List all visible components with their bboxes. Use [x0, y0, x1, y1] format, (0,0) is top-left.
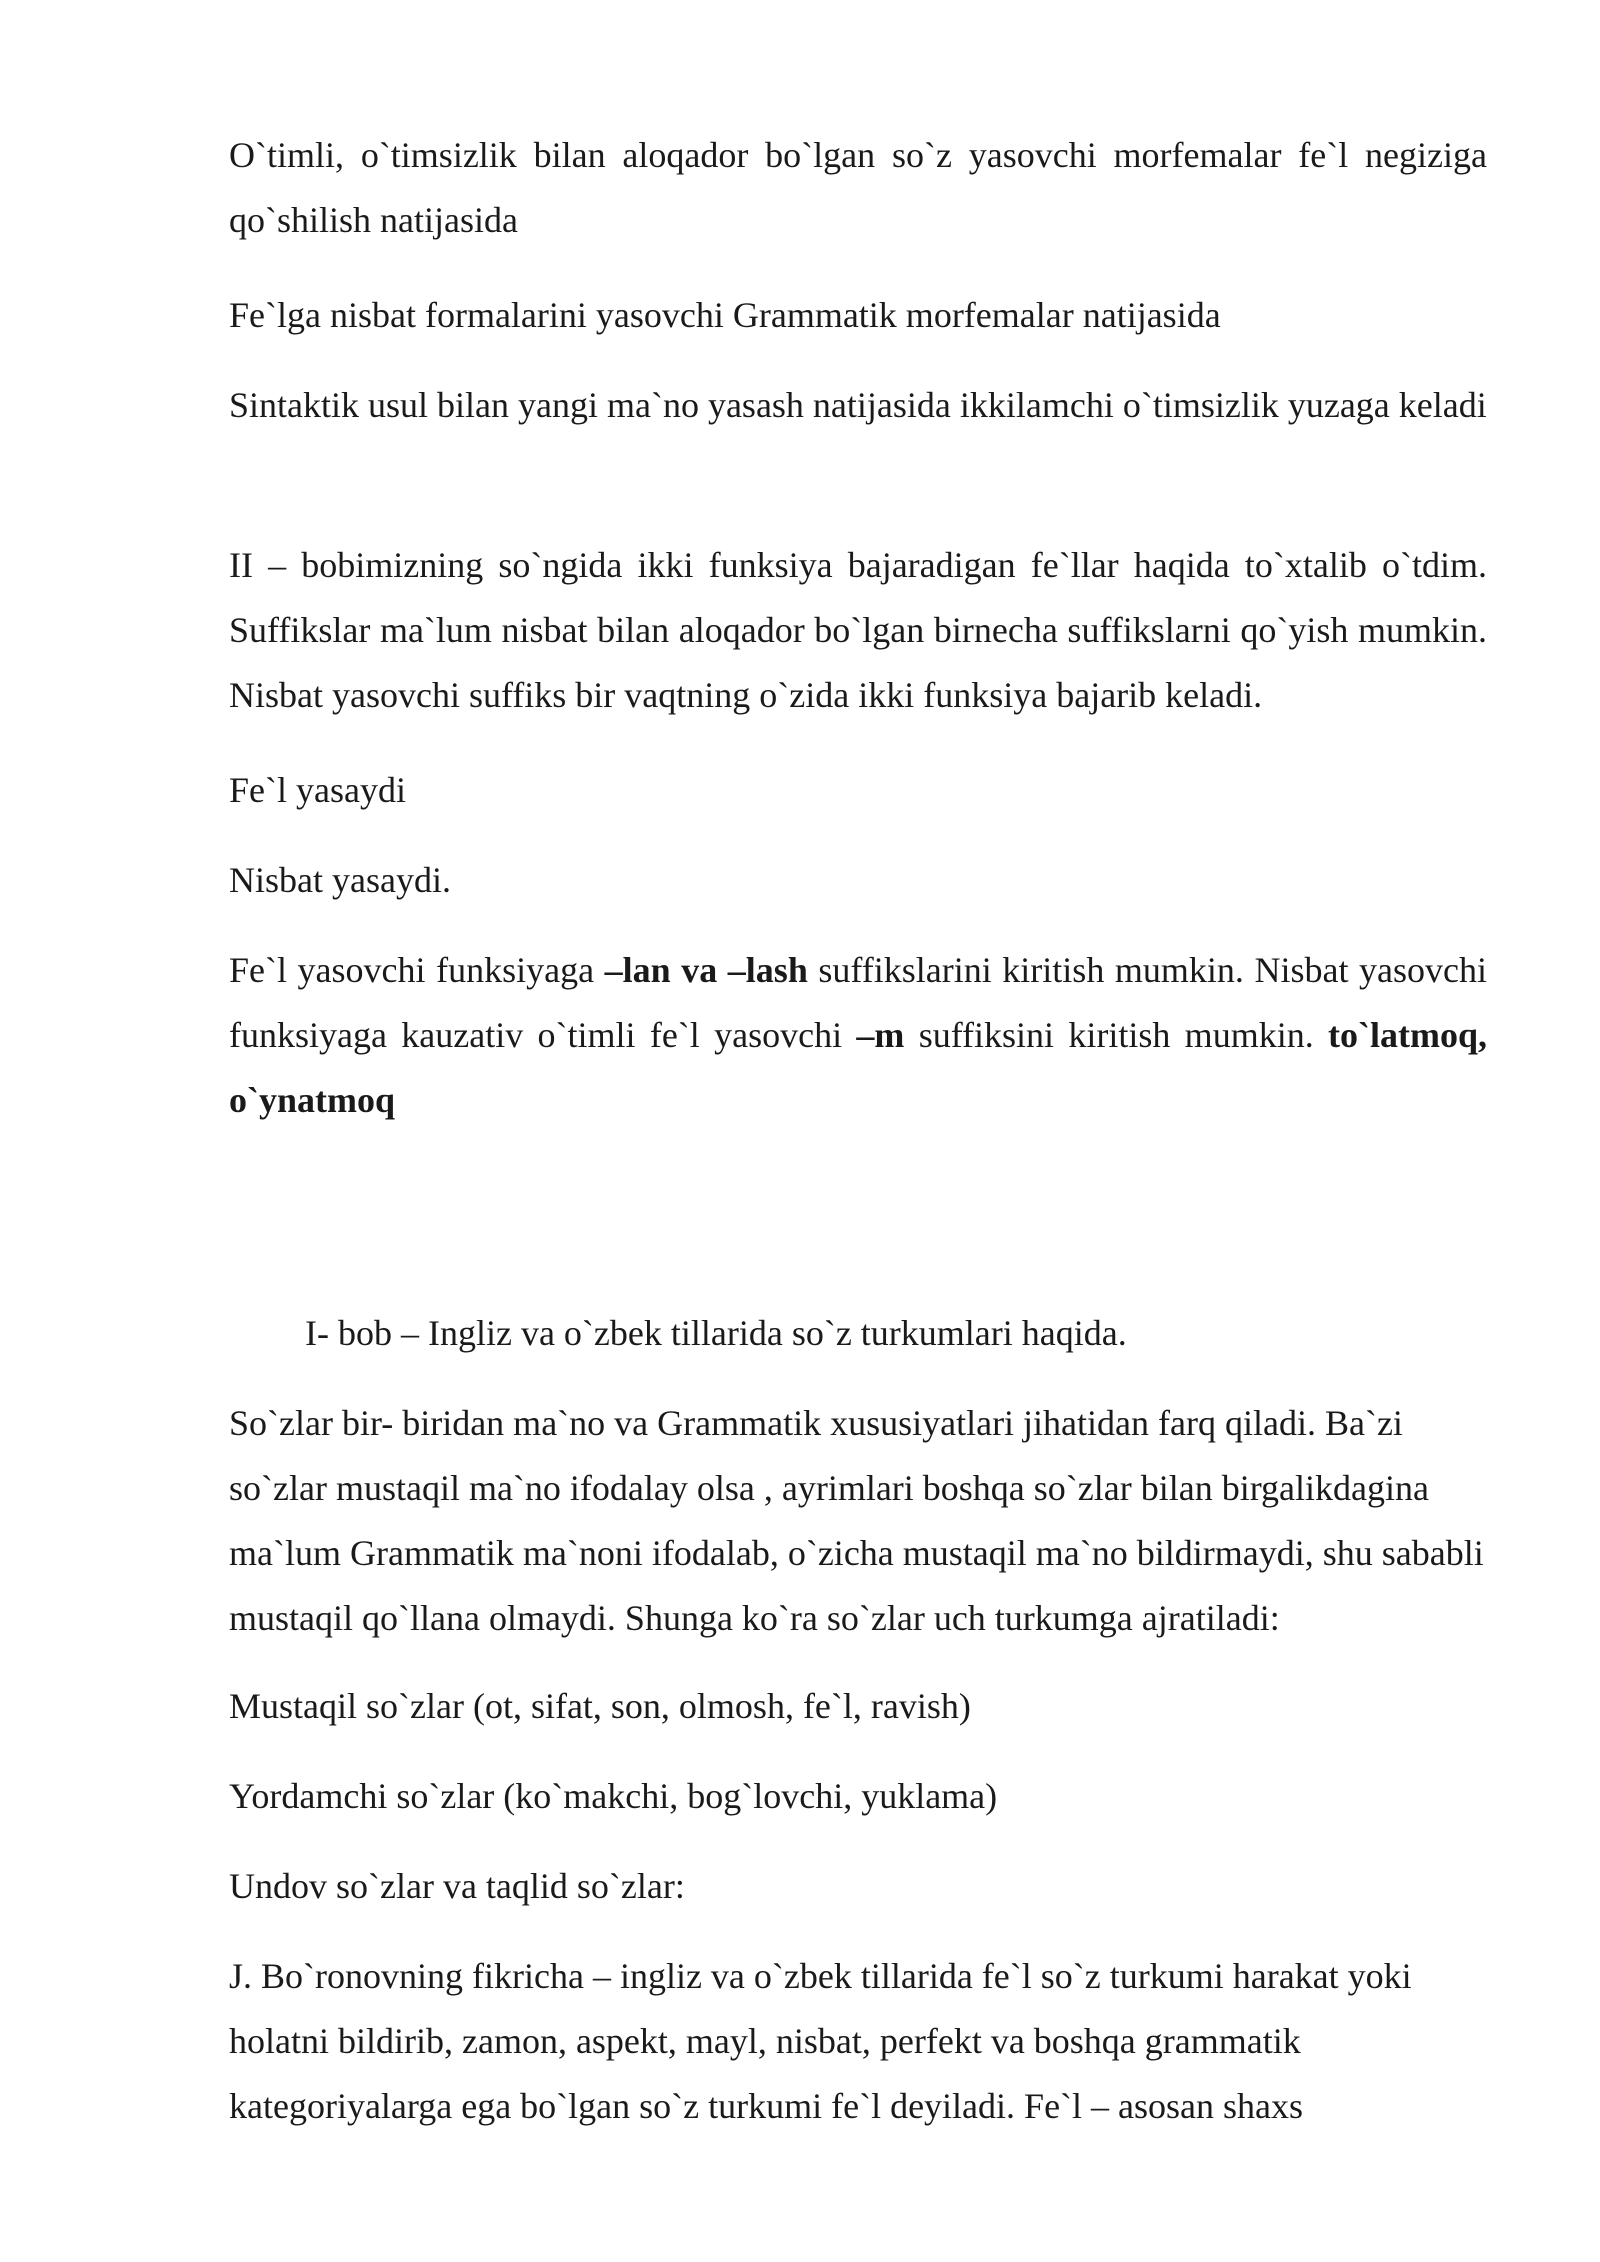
paragraph-1: O`timli, o`timsizlik bilan aloqador bo`lgan so`z yasovchi morfemalar fe`l negiziga qo`shilish natijasida	[229, 135, 1487, 240]
example-words: to`latmoq, o`ynatmoq	[229, 1015, 1487, 1120]
suffix-m: –m	[856, 1015, 905, 1055]
section-heading: I- bob – Ingliz va o`zbek tillarida so`z turkumlari haqida.	[305, 1313, 1127, 1353]
paragraph-6: Nisbat yasaydi.	[229, 860, 451, 900]
paragraph-9: Mustaqil so`zlar (ot, sifat, son, olmosh, fe`l, ravish)	[229, 1686, 971, 1726]
paragraph-8: So`zlar bir- biridan ma`no va Grammatik xususiyatlari jihatidan farq qiladi. Ba`zi so`zlar mustaqil ma`no ifodalay olsa , ayrimlari boshqa so`zlar bilan birgalikdagina ma`lum Grammatik ma`noni ifodalab, o`zicha mustaqil ma`no bildirmaydi, shu sababli mustaqil qo`llana olmaydi. Shunga ko`ra so`zlar uch turkumga ajratiladi:	[229, 1403, 1484, 1638]
paragraph-12: J. Bo`ronovning fikricha – ingliz va o`zbek tillarida fe`l so`z turkumi harakat yoki holatni bildirib, zamon, aspekt, mayl, nisbat, perfekt va boshqa grammatik kategoriyalarga ega bo`lgan so`z turkumi fe`l deyiladi. Fe`l – asosan shaxs	[229, 1956, 1412, 2126]
paragraph-7-text-2: suffikslarini kiritish mumkin. Nisbat yasovchi funksiyaga kauzativ o`timli fe`l yasovchi	[229, 950, 1487, 1055]
paragraph-7-text-3: suffiksini kiritish mumkin.	[904, 1015, 1329, 1055]
paragraph-11: Undov so`zlar va taqlid so`zlar:	[229, 1866, 685, 1906]
paragraph-3: Sintaktik usul bilan yangi ma`no yasash natijasida ikkilamchi o`timsizlik yuzaga keladi	[229, 385, 1487, 425]
paragraph-4: II – bobimizning so`ngida ikki funksiya bajaradigan fe`llar haqida to`xtalib o`tdim. Suffikslar ma`lum nisbat bilan aloqador bo`lgan birnecha suffikslarni qo`yish mumkin. Nisbat yasovchi suffiks bir vaqtning o`zida ikki funksiya bajarib keladi.	[229, 545, 1487, 715]
paragraph-7	[229, 938, 1487, 1133]
paragraph-2: Fe`lga nisbat formalarini yasovchi Grammatik morfemalar natijasida	[229, 295, 1221, 335]
paragraph-7-text-1: Fe`l yasovchi funksiyaga	[229, 950, 605, 990]
paragraph-5: Fe`l yasaydi	[229, 770, 406, 810]
suffix-lan-lash: –lan va –lash	[604, 950, 808, 990]
paragraph-10: Yordamchi so`zlar (ko`makchi, bog`lovchi, yuklama)	[229, 1776, 998, 1816]
